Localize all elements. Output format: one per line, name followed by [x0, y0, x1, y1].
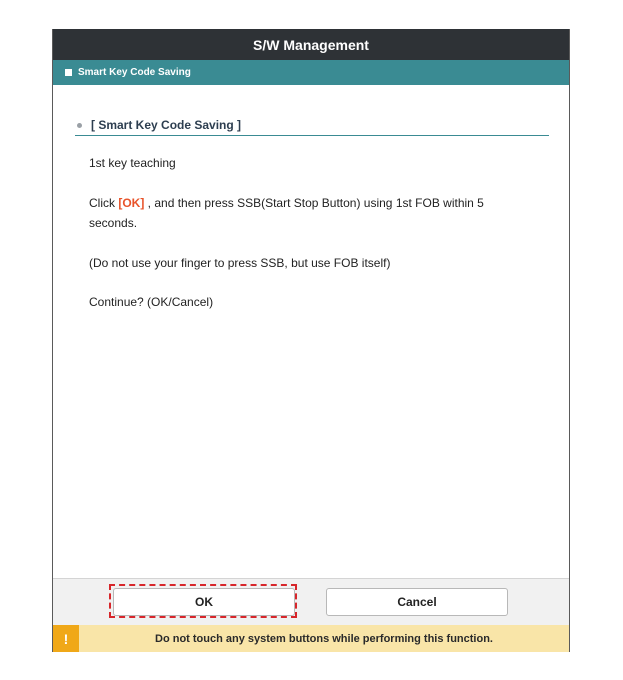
instruction-line-key-teaching: 1st key teaching: [89, 156, 176, 170]
section-header: [75, 115, 549, 136]
dot-bullet-icon: [77, 123, 82, 128]
content-area: [53, 85, 569, 578]
square-bullet-icon: [65, 69, 72, 76]
cancel-button[interactable]: Cancel: [326, 588, 508, 616]
window-titlebar: [53, 29, 569, 60]
window-title: S/W Management: [253, 36, 369, 53]
button-bar: [53, 578, 569, 625]
instruction-line-continue: Continue? (OK/Cancel): [89, 295, 214, 309]
subheader-label: Smart Key Code Saving: [78, 67, 191, 78]
sw-management-window: [52, 29, 570, 652]
instruction-line-use-fob: (Do not use your finger to press SSB, but use FOB itself): [89, 256, 391, 270]
instruction-line-click-ok: [89, 193, 529, 233]
click-prefix-text: Click: [89, 196, 119, 210]
section-title: [ Smart Key Code Saving ]: [91, 118, 242, 132]
click-suffix-text: , and then press SSB(Start Stop Button) using 1st FOB within 5 seconds.: [89, 196, 484, 230]
warning-bar: [53, 625, 569, 652]
warning-text: Do not touch any system buttons while performing this function.: [155, 632, 493, 645]
ok-button[interactable]: OK: [113, 588, 295, 616]
warning-icon: !: [53, 625, 79, 652]
function-subheader: [53, 60, 569, 85]
ok-reference-text: [OK]: [118, 196, 145, 210]
